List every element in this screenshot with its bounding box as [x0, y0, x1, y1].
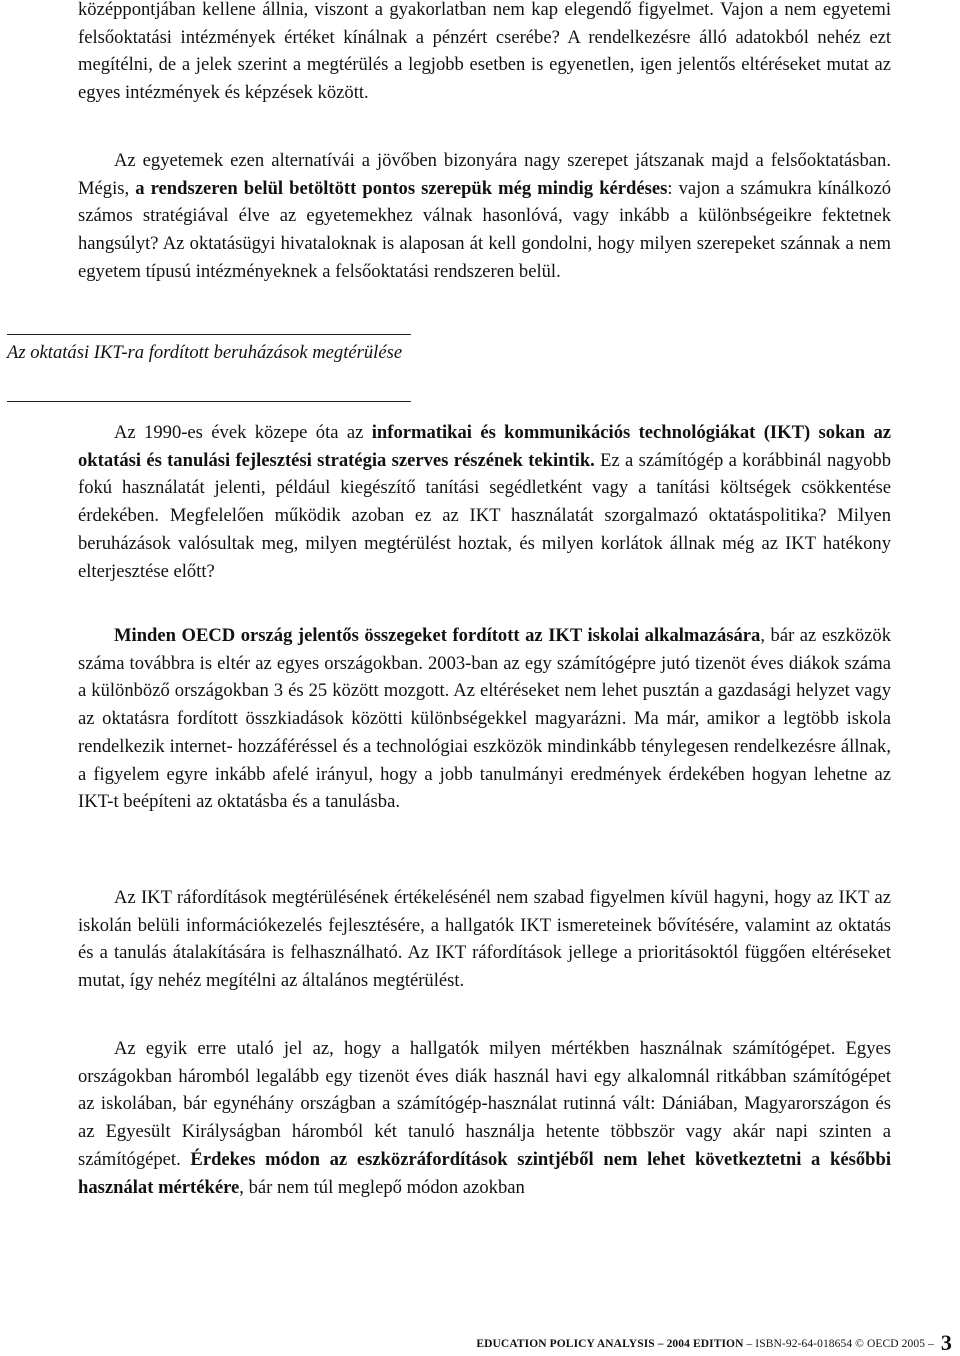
- sidenote-heading: Az oktatási IKT-ra fordított beruházások megtérülése: [7, 342, 403, 363]
- top-paragraph: [78, 0, 891, 107]
- page-number: 3: [940, 1330, 952, 1355]
- bold-emphasis: Minden OECD ország jelentős összegeket fordított az IKT iskolai alkalmazására: [114, 625, 761, 646]
- paragraph-6: Az egyik erre utaló jel az, hogy a hallgatók milyen mértékben használnak számítógépet. Egyes országokban háromból legalább egy tizenöt éves diák használ havi egy alkalomnál ritkábban számítógépet az iskolában, bár egynéhány országban a számítógép-használat rutinná vált: Dániában, Magyarországon és az Egyesült Királyságban háromból két tanuló használja hetente többször vagy akár napi szinten a számítógépet. Érdekes módon az eszközráfordítások szintjéből nem lehet következtetni a későbbi használat mértékére, bár nem túl meglepő módon azokban: [78, 1038, 891, 1198]
- paragraph-continuation: középpontjában kellene állnia, viszont a gyakorlatban nem kap elegendő figyelmet. Vajon a nem egyetemi felsőoktatási intézmények értéket kínálnak a pénzért cserébe? A rendelkezésre álló adatokból nehéz ezt megítélni, de a jelek szerint a megtérülés a legjobb esetben is egyenetlen, igen jelentős eltéréseket mutat az egyes intézmények és képzések között.: [78, 0, 891, 104]
- footer-oecd: OECD 2005 –: [867, 1338, 934, 1350]
- paragraph-2: Az egyetemek ezen alternatívái a jövőben bizonyára nagy szerepet játszanak majd a felsőoktatásban. Mégis, a rendszeren belül betöltött pontos szerepük még mindig kérdéses: vajon a számukra kínálkozó számos stratégiával élve az egyetemekhez válnak hasonlóvá, vagy inkább a különbségeikre fektetnek hangsúlyt? Az oktatásügyi hivataloknak is alaposan át kell gondolni, hogy milyen szerepeket szánnak a nem egyetem típusú intézményeknek a felsőoktatási rendszeren belül.: [78, 150, 892, 282]
- paragraph-5: Az IKT ráfordítások megtérülésének értékelésénél nem szabad figyelmen kívül hagyni, hogy az IKT az iskolán belüli információkezelés fejlesztésére, a hallgatók IKT ismereteinek bővítésére, valamint az oktatás és a tanulás átalakítására is felhasználható. Az IKT ráfordítások jellege a prioritásoktól függően eltéréseket mutat, így nehéz megítélni az általános megtérülést.: [78, 887, 891, 992]
- footer-isbn: – ISBN-92-64-018654 ©: [746, 1338, 865, 1350]
- page-footer: [476, 1330, 952, 1356]
- bold-emphasis: Érdekes módon az eszközráfordítások szintjéből nem lehet következtetni a későbbi használat mértékére: [78, 1148, 891, 1198]
- sidenote-top-rule: [7, 334, 411, 335]
- footer-publication: EDUCATION POLICY ANALYSIS – 2004 EDITION: [476, 1338, 744, 1350]
- paragraph-4: Minden OECD ország jelentős összegeket fordított az IKT iskolai alkalmazására, bár az eszközök száma továbbra is eltér az egyes országokban. 2003-ban az egy számítógépre jutó tizenöt éves diákok száma a különböző országokban 3 és 25 között mozgott. Az eltéréseket nem lehet pusztán a gazdasági helyzet vagy az oktatásra fordított összkiadások közötti különbségekkel magyarázni. Ma már, amikor a legtöbb iskola rendelkezik internet- hozzáféréssel és a technológiai eszközök mindinkább ténylegesen rendelkezésre állnak, a figyelem egyre inkább afelé irányul, hogy a jobb tanulmányi eredmények érdekében hogyan lehetne az IKT-t beépíteni az oktatásba és a tanulásba.: [78, 625, 891, 813]
- bold-emphasis: informatikai és kommunikációs technológiákat (IKT) sokan az oktatási és tanulási fejlesztési stratégia szerves részének tekintik.: [78, 422, 891, 471]
- sidenote-bottom-rule: [7, 401, 411, 402]
- bold-emphasis: a rendszeren belül betöltött pontos szerepük még mindig kérdéses: [135, 177, 668, 199]
- paragraph-3: Az 1990-es évek közepe óta az informatikai és kommunikációs technológiákat (IKT) sokan az oktatási és tanulási fejlesztési stratégia szerves részének tekintik. Ez a számítógép a korábbinál nagyobb fokú használatát jelenti, például kiegészítő tanítási segédletként vagy a tanítási költségek csökkentése érdekében. Megfelelően működik azoban ez az IKT használatát szorgalmazó oktatáspolitika? Milyen beruházások valósultak meg, milyen megtérülést hoztak, és milyen korlátok állnak még az IKT hatékony elterjesztése előtt?: [78, 422, 892, 582]
